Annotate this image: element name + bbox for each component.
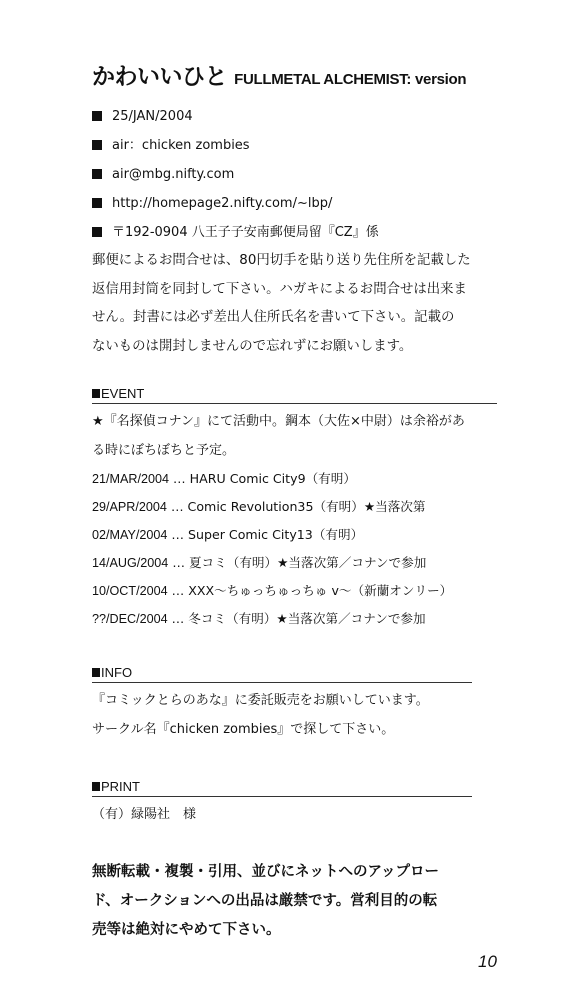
event-item [92,521,512,549]
info-item-text: http://homepage2.nifty.com/~lbp/ [112,196,333,211]
mail-notice [92,247,512,361]
event-item [92,465,512,493]
info-body [92,687,512,744]
mail-notice-line: せん。封書には必ず差出人住所氏名を書いて下さい。記載の [92,310,455,325]
info-item-text: air@mbg.nifty.com [112,167,235,182]
info-item-email [92,160,512,189]
event-separator: … [171,583,185,598]
event-date: 21/MAR/2004 [92,472,170,486]
section-divider [92,796,472,797]
event-intro-line: る時にぼちぼちと予定。 [92,442,236,458]
event-date: 10/OCT/2004 [92,584,168,598]
info-item-text: 25/JAN/2004 [112,109,193,124]
info-item-text: 〒192-0904 八王子子安南郵便局留『CZ』係 [112,225,379,240]
title-english: FULLMETAL ALCHEMIST: version [234,71,467,88]
event-separator: … [171,611,185,626]
event-item [92,605,512,633]
event-description: Super Comic City13（有明） [188,527,364,542]
event-heading-text: EVENT [101,386,145,401]
info-section [92,665,512,744]
event-description: XXX～ちゅっちゅっちゅ v～（新蘭オンリー） [188,583,453,598]
mail-notice-line: 郵便によるお問合せは、80円切手を貼り送り先住所を記載した [92,253,471,268]
contact-info-list [92,102,512,247]
event-separator: … [172,555,185,570]
event-item [92,549,512,577]
warning-line: 無断転載・複製・引用、並びにネットへのアップロー [92,864,439,880]
bullet-square-icon [92,169,102,179]
info-item-address [92,218,512,247]
print-heading-text: PRINT [101,779,140,794]
print-line: （有）緑陽社 様 [92,807,197,822]
heading-square-icon [92,668,100,677]
info-line: 『コミックとらのあな』に委託販売をお願いしています。 [92,693,429,708]
event-separator: … [170,499,184,514]
bullet-square-icon [92,111,102,121]
page-title [92,58,466,91]
heading-square-icon [92,389,100,398]
mail-notice-line: ないものは開封しませんので忘れずにお願いします。 [92,338,413,354]
event-item [92,577,512,605]
page-number: 10 [478,952,497,971]
event-separator: … [173,471,186,486]
event-description: 夏コミ（有明）★当落次第／コナンで参加 [188,555,427,570]
event-description: 冬コミ（有明）★当落次第／コナンで参加 [188,611,426,626]
event-section [92,386,512,633]
bullet-square-icon [92,198,102,208]
copyright-warning [92,858,512,945]
event-date: 02/MAY/2004 [92,528,168,542]
bullet-square-icon [92,140,102,150]
event-description: Comic Revolution35（有明）★当落次第 [187,499,426,514]
event-intro-line: ★『名探偵コナン』にて活動中。鋼本（大佐×中尉）は余裕があ [92,414,465,429]
event-date: ??/DEC/2004 [92,612,168,626]
heading-square-icon [92,782,100,791]
section-divider [92,403,497,404]
event-description: HARU Comic City9（有明） [189,471,356,486]
event-item [92,493,512,521]
mail-notice-line: 返信用封筒を同封して下さい。ハガキによるお問合せは出来ま [92,281,467,297]
info-item-url [92,189,512,218]
section-divider [92,682,472,683]
bullet-square-icon [92,227,102,237]
title-japanese: かわいいひと [92,64,227,90]
event-heading [92,386,512,404]
info-heading-text: INFO [101,665,133,680]
print-section [92,779,512,830]
info-item-text: air：chicken zombies [112,138,250,153]
info-item-date [92,102,512,131]
info-heading [92,665,512,683]
info-item-circle [92,131,512,160]
event-date: 29/APR/2004 [92,500,167,514]
info-line: サークル名『chicken zombies』で探して下さい。 [92,721,395,737]
event-date: 14/AUG/2004 [92,556,169,570]
warning-line: ド、オークションへの出品は厳禁です。営利目的の転 [92,893,438,909]
warning-line: 売等は絶対にやめて下さい。 [92,922,281,938]
print-heading [92,779,512,797]
print-body [92,801,512,830]
event-separator: … [171,527,184,542]
event-body [92,408,512,633]
